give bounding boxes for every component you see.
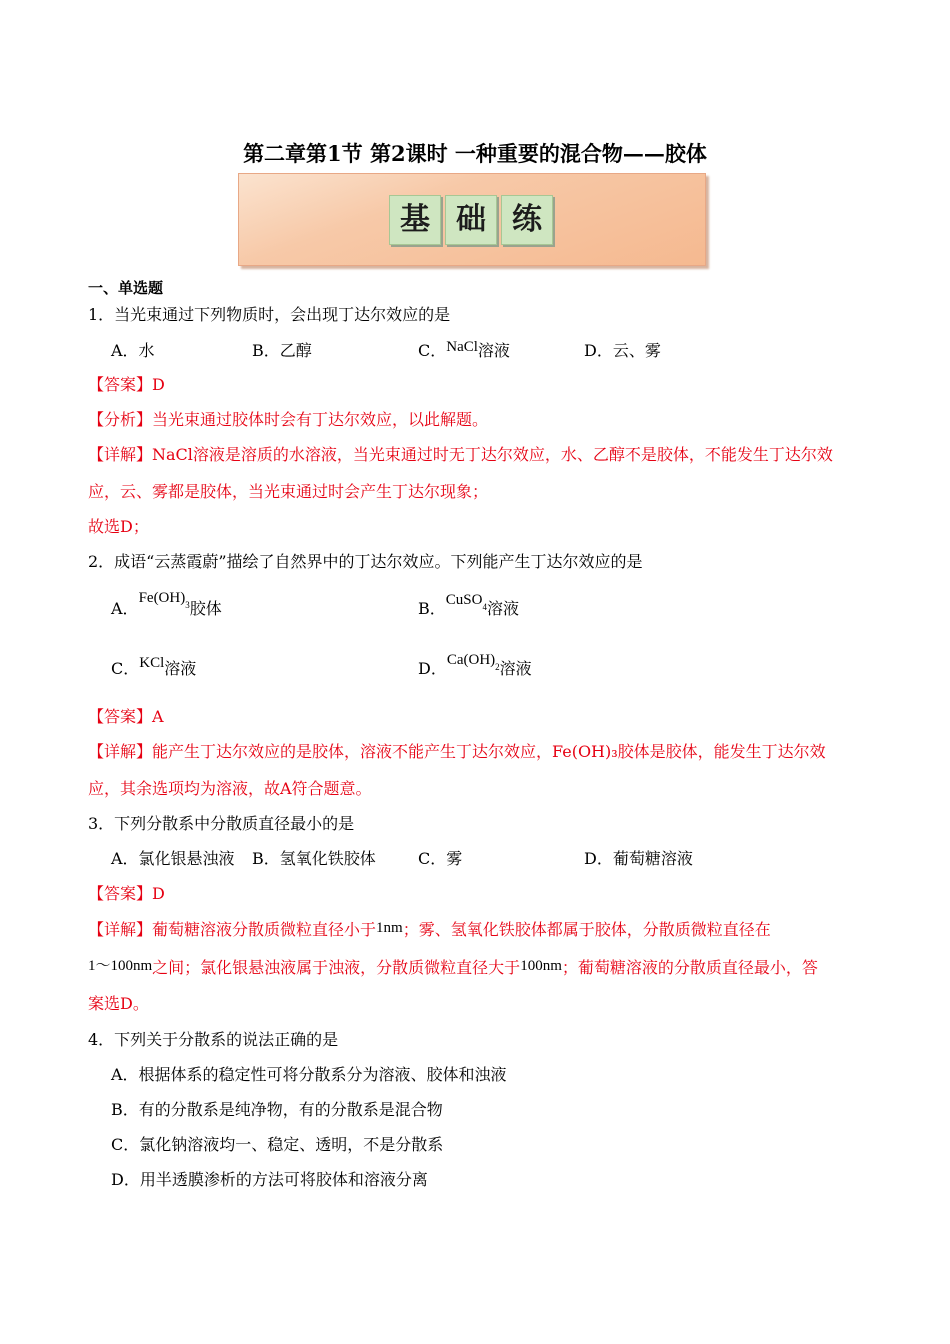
- q2-d-formula: [446, 652, 500, 672]
- q1-c-prefix: C．: [418, 341, 447, 360]
- q2-b-formula: [445, 592, 487, 612]
- banner-char-2: 础: [445, 195, 497, 245]
- q1-c-formula: NaCl: [446, 339, 478, 355]
- q2-option-b: [418, 592, 519, 622]
- q2-option-a: [111, 590, 222, 622]
- q1-detail-line1: 【详解】NaCl溶液是溶质的水溶液，当光束通过时无丁达尔效应，水、乙醇不是胶体，不能发生丁达尔效: [88, 445, 833, 464]
- q3-detail-line1-a: 【详解】葡萄糖溶液分散质微粒直径小于: [88, 920, 377, 939]
- q4-option-a: A．根据体系的稳定性可将分散系分为溶液、胶体和浊液: [111, 1065, 507, 1084]
- q2-a-prefix: A．: [111, 599, 139, 618]
- banner-char-1: 基: [389, 195, 441, 245]
- q2-c-prefix: C．: [111, 659, 140, 678]
- q2-c-formula: KCl: [139, 655, 165, 671]
- section-heading: 一、单选题: [88, 279, 164, 297]
- page-title: 第二章第1节 第2课时 一种重要的混合物——胶体: [243, 141, 707, 166]
- q3-answer: 【答案】D: [88, 884, 165, 903]
- q1-stem: 1．当光束通过下列物质时，会出现丁达尔效应的是: [88, 305, 451, 324]
- q4-option-c: C．氯化钠溶液均一、稳定、透明，不是分散系: [111, 1135, 444, 1154]
- q2-a-suffix: 胶体: [189, 599, 222, 618]
- q3-detail-line1-formula: 1nm: [376, 920, 403, 936]
- q4-option-d: D．用半透膜渗析的方法可将胶体和溶液分离: [111, 1170, 428, 1189]
- q2-d-prefix: D．: [418, 659, 447, 678]
- q2-a-formula-sub: 3: [185, 600, 190, 610]
- q2-option-d: [418, 652, 532, 682]
- q2-d-formula-sub: 2: [495, 662, 500, 672]
- q2-b-suffix: 溶液: [486, 599, 519, 618]
- q3-option-d: D．葡萄糖溶液: [584, 849, 693, 868]
- q3-detail-line1-b: ；雾、氢氧化铁胶体都属于胶体，分散质微粒直径在: [402, 920, 771, 939]
- q2-answer: 【答案】A: [88, 707, 164, 726]
- q2-d-formula-main: Ca(OH): [446, 652, 496, 668]
- banner-char-3: 练: [501, 195, 553, 245]
- q2-c-suffix: 溶液: [164, 659, 197, 678]
- q2-b-prefix: B．: [418, 599, 446, 618]
- q1-analysis: 【分析】当光束通过胶体时会有丁达尔效应，以此解题。: [88, 410, 489, 429]
- q1-option-c: [418, 338, 510, 361]
- q3-option-a: A．氯化银悬浊液: [111, 849, 235, 868]
- q3-detail-line2-formula1: 1～100nm: [88, 958, 153, 974]
- q4-stem: 4．下列关于分散系的说法正确的是: [88, 1030, 339, 1049]
- q1-c-suffix: 溶液: [477, 341, 510, 360]
- q3-detail-line2-a: 之间；氯化银悬浊液属于浊液，分散质微粒直径大于: [152, 958, 521, 977]
- q1-detail-line3: 故选D；: [88, 517, 149, 536]
- q3-detail-line2: [88, 955, 818, 978]
- q3-detail-line3: 案选D。: [88, 994, 149, 1013]
- q1-option-d: D．云、雾: [584, 341, 661, 360]
- q1-option-a: A．水: [111, 341, 155, 360]
- q3-option-c: C．雾: [418, 849, 463, 868]
- practice-banner: [238, 173, 708, 268]
- q2-detail-line2: 应，其余选项均为溶液，故A符合题意。: [88, 779, 372, 798]
- q3-detail-line2-b: ；葡萄糖溶液的分散质直径最小，答: [561, 958, 818, 977]
- q2-option-c: [111, 656, 196, 679]
- q4-option-b: B．有的分散系是纯净物，有的分散系是混合物: [111, 1100, 443, 1119]
- q1-detail-line2: 应，云、雾都是胶体，当光束通过时会产生丁达尔现象；: [88, 482, 489, 501]
- q2-detail-line1: 【详解】能产生丁达尔效应的是胶体，溶液不能产生丁达尔效应，Fe(OH)₃胶体是胶体，能发生丁达尔效: [88, 742, 826, 761]
- q3-detail-line1: [88, 917, 771, 940]
- q1-option-b: B．乙醇: [252, 341, 312, 360]
- q2-b-formula-main: CuSO: [445, 592, 483, 608]
- q2-b-formula-sub: 4: [482, 602, 487, 612]
- q2-a-formula-main: Fe(OH): [138, 590, 186, 606]
- q2-stem: 2．成语“云蒸霞蔚”描绘了自然界中的丁达尔效应。下列能产生丁达尔效应的是: [88, 552, 643, 571]
- q1-answer: 【答案】D: [88, 375, 165, 394]
- q3-option-b: B．氢氧化铁胶体: [252, 849, 376, 868]
- q3-stem: 3．下列分散系中分散质直径最小的是: [88, 814, 355, 833]
- q2-a-formula: [138, 590, 190, 610]
- q3-detail-line2-formula2: 100nm: [520, 958, 562, 974]
- q2-d-suffix: 溶液: [499, 659, 532, 678]
